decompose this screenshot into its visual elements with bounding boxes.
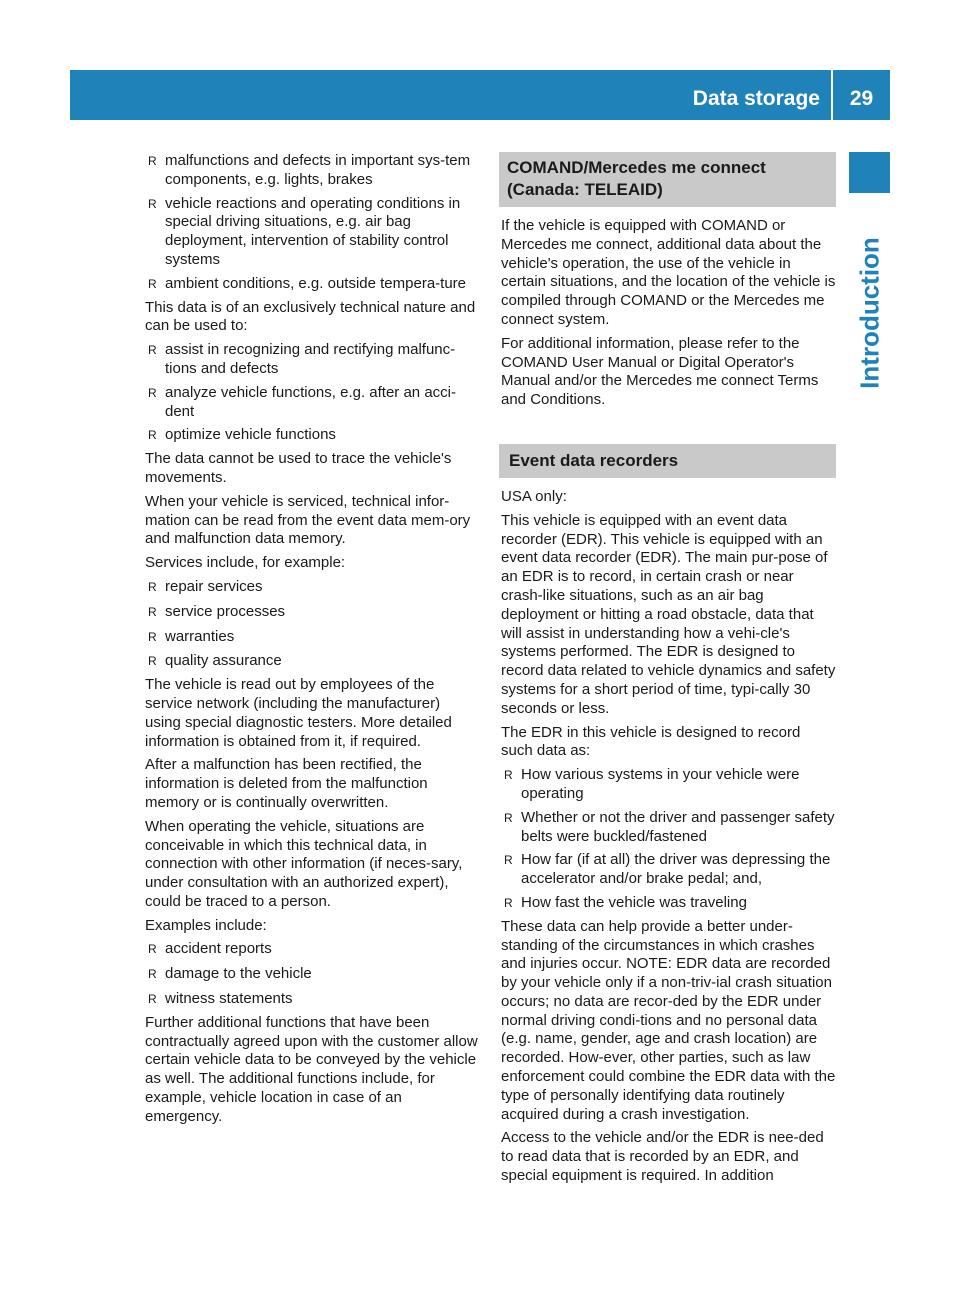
bullet-mark: R (148, 385, 157, 400)
list-item-text: How fast the vehicle was traveling (521, 893, 747, 911)
list-item-text: ambient conditions, e.g. outside tempera-ture (165, 274, 467, 292)
list-item (145, 990, 480, 1009)
list-item (145, 384, 480, 422)
paragraph: Services include, for example: (145, 554, 346, 572)
header-title: Data storage (692, 87, 820, 110)
paragraph: The vehicle is read out by employees of the service network (including the manufacturer) using special diagnostic testers. More detailed information is obtained from it, if required. (145, 676, 452, 750)
paragraph: USA only: (501, 487, 567, 505)
list-item-text: vehicle reactions and operating conditions in special driving situations, e.g. air bag deployment, intervention of stability control systems (165, 194, 461, 268)
list-item-text: Whether or not the driver and passenger safety belts were buckled/fastened (521, 808, 835, 845)
list-item-text: service processes (165, 602, 286, 620)
list-item-text: quality assurance (165, 652, 282, 670)
list-item (145, 628, 480, 647)
list-item (501, 766, 836, 804)
paragraph: The data cannot be used to trace the vehicle's movements. (145, 450, 452, 486)
list-item-text: analyze vehicle functions, e.g. after an acci-dent (165, 383, 456, 420)
section-heading: COMAND/Mercedes me connect (Canada: TELEAID) (499, 152, 836, 207)
bullet-mark: R (148, 196, 157, 211)
bullet-mark: R (148, 154, 157, 168)
paragraph: When operating the vehicle, situations are conceivable in which this technical data, in connection with other information (if neces-sary, under consultation with an authorized expert), could be traced to a person. (145, 817, 463, 910)
list-item (145, 195, 480, 270)
list-item-text: damage to the vehicle (165, 965, 312, 983)
bullet-mark: R (148, 604, 157, 619)
bullet-mark: R (148, 428, 157, 443)
bullet-mark: R (148, 967, 157, 982)
bullet-mark: R (504, 853, 513, 868)
side-tab (848, 213, 892, 413)
list-item-text: accident reports (165, 940, 272, 958)
bullet-mark: R (504, 768, 513, 783)
list-item-text: assist in recognizing and rectifying malfunc-tions and defects (165, 341, 456, 377)
paragraph: When your vehicle is serviced, technical infor-mation can be read from the event data mem-ory and malfunction data memory. (145, 492, 471, 548)
side-marker (849, 152, 890, 193)
list-item-text: optimize vehicle functions (165, 426, 336, 444)
list-item (145, 275, 480, 294)
list-item (145, 965, 480, 984)
list-item (145, 578, 480, 597)
bullet-mark: R (148, 992, 157, 1007)
list-item (145, 426, 480, 445)
side-tab-label: Introduction (854, 237, 885, 389)
page-number: 29 (849, 87, 874, 110)
paragraph: These data can help provide a better under-standing of the circumstances in which crashes and injuries occur. NOTE: EDR data are recorded by your vehicle only if a non-triv-ial crash situation occurs; no data are recor-ded by the EDR under normal driving condi-tions and no personal data (e.g. name, gender, age and crash location) are recorded. How-ever, other parties, such as law enforcement could combine the EDR data with the type of personally identifying data routinely acquired during a crash investigation. (501, 917, 836, 1123)
list-item-text: witness statements (165, 990, 293, 1008)
bullet-mark: R (148, 579, 157, 594)
list-item (145, 341, 480, 379)
paragraph: Examples include: (145, 916, 267, 934)
bullet-mark: R (504, 895, 513, 910)
bullet-mark: R (148, 942, 157, 957)
list-item (145, 152, 480, 190)
list-item-text: malfunctions and defects in important sys-tem components, e.g. lights, brakes (165, 152, 471, 188)
bullet-mark: R (148, 654, 157, 669)
list-item-text: warranties (165, 627, 235, 645)
paragraph: For additional information, please refer to the COMAND User Manual or Digital Operator's Manual and/or the Mercedes me connect Terms and Conditions. (501, 334, 819, 409)
header-bar (70, 70, 890, 120)
list-item (145, 940, 480, 959)
paragraph: After a malfunction has been rectified, the information is deleted from the malfunction memory or is continually overwritten. (145, 756, 428, 811)
paragraph: The EDR in this vehicle is designed to record such data as: (501, 723, 801, 760)
list-item (145, 652, 480, 671)
paragraph: Further additional functions that have been contractually agreed upon with the customer allow certain vehicle data to be conveyed by the vehicle as well. The additional functions include, for example, vehicle location in case of an emergency. (145, 1013, 478, 1125)
list-item (501, 809, 836, 847)
right-column (501, 152, 836, 1191)
list-item-text: How far (if at all) the driver was depressing the accelerator and/or brake pedal; and, (521, 851, 831, 888)
left-column (145, 152, 480, 1132)
bullet-mark: R (148, 276, 157, 291)
bullet-mark: R (148, 343, 157, 358)
section-heading: Event data recorders (499, 444, 836, 478)
paragraph: This vehicle is equipped with an event data recorder (EDR). This vehicle is equipped with an event data recorder (EDR). The main pur-pose of an EDR is to record, in certain crash or near crash-like situations, such as an air bag deployment or hitting a road obstacle, data that will assist in understanding how a vehi-cle's systems performed. The EDR is designed to record data related to vehicle dynamics and safety systems for a short period of time, typi-cally 30 seconds or less. (501, 511, 836, 717)
list-item (145, 603, 480, 622)
list-item (501, 851, 836, 889)
bullet-mark: R (148, 629, 157, 644)
bullet-mark: R (504, 810, 513, 825)
paragraph: Access to the vehicle and/or the EDR is nee-ded to read data that is recorded by an EDR, and special equipment is required. In addition (501, 1129, 824, 1185)
paragraph: This data is of an exclusively technical nature and can be used to: (145, 298, 476, 335)
list-item-text: How various systems in your vehicle were operating (521, 766, 800, 802)
list-item (501, 894, 836, 913)
paragraph: If the vehicle is equipped with COMAND or Mercedes me connect, additional data about the vehicle's operation, the use of the vehicle in certain situations, and the location of the vehicle is compiled through COMAND or the Mercedes me connect system. (501, 217, 836, 328)
list-item-text: repair services (165, 577, 263, 595)
